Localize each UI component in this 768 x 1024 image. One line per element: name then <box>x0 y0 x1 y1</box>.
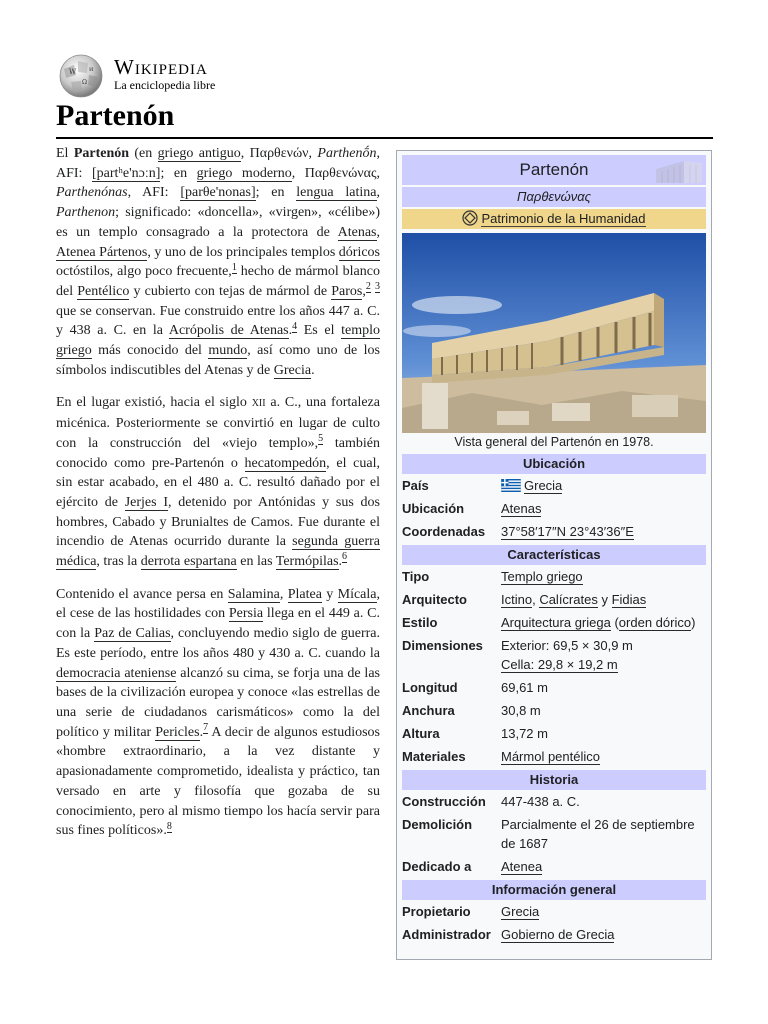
text: (en <box>129 146 158 161</box>
text: A decir de algunos estudiosos «hombre extraordinario, a la vez distante y apasionadamente comprometido, idealista y práctico, tan versado en arte y filosofía que gozaba de su conocimiento, pero al mismo tiempo los hacía servir para sus fines políticos». <box>56 724 380 839</box>
link-acropolis[interactable]: Acrópolis de Atenas <box>168 323 289 339</box>
row-value: Parcialmente el 26 de septiembre de 1687 <box>501 817 695 851</box>
article-body <box>56 144 380 854</box>
text: ; en <box>160 165 197 181</box>
row-dimensiones <box>402 634 706 676</box>
link-arquitectura-griega[interactable]: Arquitectura griega <box>501 615 611 630</box>
world-heritage-band <box>402 209 706 229</box>
text: , concluyendo medio siglo de guerra. Es este período, entre los años 480 y 430 a. C. cuando la <box>56 626 381 661</box>
row-label: Administrador <box>402 927 491 942</box>
link-persia[interactable]: Persia <box>228 606 264 622</box>
row-estilo <box>402 611 706 634</box>
row-anchura <box>402 699 706 722</box>
text: . <box>288 323 293 339</box>
link-paz-de-calias[interactable]: Paz de Calias <box>94 626 171 642</box>
reference-2[interactable]: 2 <box>365 281 371 293</box>
row-value <box>501 925 706 944</box>
text: más conocido del <box>91 343 209 359</box>
text: El <box>56 146 74 161</box>
section-caracteristicas: Características <box>402 545 706 565</box>
text-italic: Parthenṓn <box>317 146 377 161</box>
link-coordenadas[interactable]: 37°58′17″N 23°43′36″E <box>501 524 634 539</box>
text: , <box>376 185 380 201</box>
text: , Παρθενώνας, <box>291 165 381 181</box>
text: que se conservan. Fue construido entre los años 447 a. C. y 438 a. C. en la <box>56 303 380 339</box>
row-longitud <box>402 676 706 699</box>
text: y <box>321 586 338 602</box>
text: ; significado: «doncella», «virgen», «célibe») es un templo consagrado a la protectora de <box>56 205 380 240</box>
text: . <box>338 554 343 570</box>
wordmark-subtitle: La enciclopedia libre <box>114 78 216 92</box>
link-segunda-guerra-medica[interactable]: segunda guerra médica <box>56 534 380 570</box>
parthenon-photo-graphic <box>402 233 706 433</box>
text: , el cual, sin estar acabado, en el 480 a. C. resultó dañado por el ejército de <box>56 455 380 510</box>
link-jerjes-i[interactable]: Jerjes I <box>124 494 168 510</box>
reference-3[interactable]: 3 <box>375 281 381 293</box>
article-paragraph-1 <box>56 144 380 380</box>
text: ( <box>610 615 619 630</box>
reference-8[interactable]: 8 <box>166 820 172 832</box>
text-italic: Parthenon <box>56 205 116 221</box>
link-derrota-espartana[interactable]: derrota espartana <box>140 554 237 570</box>
link-griego-moderno[interactable]: griego moderno <box>196 165 292 181</box>
text: , el cese de las hostilidades con <box>56 586 380 622</box>
row-construccion <box>402 790 706 813</box>
infobox <box>396 150 712 960</box>
row-label: País <box>402 478 429 493</box>
link-orden-dorico[interactable]: orden dórico <box>618 615 692 630</box>
text: , <box>279 586 288 602</box>
row-arquitecto <box>402 588 706 611</box>
row-label: Dimensiones <box>402 638 483 653</box>
link-grecia[interactable]: Grecia <box>273 362 312 378</box>
row-materiales <box>402 745 706 768</box>
article-paragraph-3 <box>56 585 380 841</box>
text: . <box>311 362 315 378</box>
row-value <box>501 499 706 518</box>
infobox-native-name: Παρθενώνας <box>402 187 706 207</box>
wikipedia-globe-logo[interactable] <box>56 53 106 99</box>
svg-text:Ω: Ω <box>82 79 87 86</box>
link-ictino[interactable]: Ictino <box>501 592 533 607</box>
text: alcanzó su cima, se forja una de las bases de la civilización europea y conoce «las estrellas de una serie de ciudadanos carismáticos» como la del político y militar <box>56 665 380 740</box>
text: hecho de mármol blanco del <box>56 264 380 299</box>
row-dedicado <box>402 855 706 878</box>
link-tipo[interactable]: Templo griego <box>501 569 583 584</box>
text: , así como uno de los símbolos indiscutibles del Atenas y de <box>56 343 380 378</box>
row-value <box>501 857 706 876</box>
link-propietario-grecia[interactable]: Grecia <box>501 904 540 919</box>
section-informacion-general: Información general <box>402 880 706 900</box>
row-label: Arquitecto <box>402 592 467 607</box>
row-administrador <box>402 923 706 946</box>
article-paragraph-2 <box>56 393 380 571</box>
roman-numeral: XII <box>251 398 266 410</box>
row-value: 447-438 a. C. <box>501 794 580 809</box>
row-value <box>501 590 706 609</box>
row-demolicion <box>402 813 706 855</box>
row-label: Longitud <box>402 680 458 695</box>
row-propietario <box>402 900 706 923</box>
link-salamina[interactable]: Salamina <box>227 586 280 602</box>
link-atenas[interactable]: Atenas <box>337 224 377 240</box>
reference-4[interactable]: 4 <box>292 320 298 332</box>
link-pentelico[interactable]: Pentélico <box>77 283 130 299</box>
article-subject: Partenón <box>73 146 130 161</box>
link-mundo[interactable]: mundo <box>208 343 248 359</box>
link-micala[interactable]: Mícala <box>337 586 377 602</box>
reference-1[interactable]: 1 <box>231 261 237 273</box>
reference-6[interactable]: 6 <box>342 551 348 563</box>
row-value <box>501 902 706 921</box>
text-italic: Parthenónas <box>56 185 128 201</box>
text: ; en <box>255 185 297 201</box>
link-templo-griego[interactable]: templo griego <box>56 323 380 359</box>
row-coordenadas <box>402 520 706 543</box>
text: , <box>532 592 540 607</box>
link-pais-grecia[interactable]: Grecia <box>524 478 563 493</box>
link-ipa-ancient[interactable]: [partʰe'nɔːn] <box>92 165 161 181</box>
link-ubicacion-atenas[interactable]: Atenas <box>501 501 542 516</box>
page-title: Partenón <box>56 99 175 132</box>
svg-text:И: И <box>89 67 94 73</box>
wordmark-title[interactable]: Wikipedia <box>114 55 208 79</box>
link-lengua-latina[interactable]: lengua latina <box>296 185 377 201</box>
world-heritage-icon <box>462 210 478 226</box>
link-paros[interactable]: Paros <box>331 283 363 299</box>
infobox-title: Partenón <box>519 160 589 179</box>
text: en las <box>236 554 276 570</box>
row-value <box>501 567 706 586</box>
link-hecatompedon[interactable]: hecatompedón <box>244 455 327 471</box>
text: , detenido por Antónidas y sus dos hombres, Cabado y Brunialtes de Camos. Fue durante el incendio de Atenas ocurrido durante la <box>56 494 381 550</box>
row-value: 30,8 m <box>501 703 541 718</box>
text: también conocido como pre-Partenón o <box>56 435 380 471</box>
infobox-title-bar <box>402 155 706 185</box>
link-fidias[interactable]: Fidias <box>611 592 647 607</box>
photo-caption: Vista general del Partenón en 1978. <box>454 435 654 449</box>
row-label: Dedicado a <box>402 859 472 874</box>
row-ubicacion <box>402 497 706 520</box>
text: Contenido el avance persa en <box>56 586 228 602</box>
greece-flag-icon <box>501 479 521 492</box>
parthenon-photo[interactable] <box>402 233 706 433</box>
link-griego-antiguo[interactable]: griego antiguo <box>157 146 241 161</box>
row-value <box>501 522 706 541</box>
text: . <box>199 724 204 740</box>
link-termopilas[interactable]: Termópilas <box>275 554 339 570</box>
link-doricos[interactable]: dóricos <box>338 244 380 260</box>
title-divider <box>56 137 713 139</box>
row-tipo <box>402 565 706 588</box>
text: En el lugar existió, hacia el siglo <box>56 395 252 411</box>
row-label: Demolición <box>402 817 473 832</box>
text: octóstilos, algo poco frecuente, <box>56 264 232 280</box>
row-label: Construcción <box>402 794 486 809</box>
link-platea[interactable]: Platea <box>287 586 322 602</box>
reference-7[interactable]: 7 <box>203 722 209 734</box>
building-icon <box>654 157 704 183</box>
row-value: 13,72 m <box>501 726 548 741</box>
link-democracia-ateniense[interactable]: democracia ateniense <box>56 665 177 681</box>
row-label: Altura <box>402 726 440 741</box>
row-label: Propietario <box>402 904 471 919</box>
link-atenea-partenos[interactable]: Atenea Pártenos <box>56 244 148 260</box>
row-pais <box>402 474 706 497</box>
text: , AFI: <box>56 146 380 181</box>
link-ipa-modern[interactable]: [parθe'nonas] <box>180 185 256 201</box>
text: , <box>376 224 380 240</box>
reference-5[interactable]: 5 <box>318 433 324 445</box>
text: , <box>362 283 366 299</box>
text: y <box>597 592 612 607</box>
section-ubicacion: Ubicación <box>402 454 706 474</box>
link-pericles[interactable]: Pericles <box>155 724 200 740</box>
row-label: Materiales <box>402 749 466 764</box>
text: , AFI: <box>127 185 181 201</box>
link-cella[interactable]: Cella: 29,8 × 19,2 m <box>501 657 618 672</box>
text: , y uno de los principales templos <box>147 244 339 260</box>
link-calicrates[interactable]: Calícrates <box>539 592 598 607</box>
row-label: Ubicación <box>402 501 465 516</box>
row-label: Estilo <box>402 615 438 630</box>
text: y cubierto con tejas de mármol de <box>129 283 332 299</box>
world-heritage-link[interactable]: Patrimonio de la Humanidad <box>481 211 646 226</box>
link-atenea[interactable]: Atenea <box>501 859 543 874</box>
text: llega en el 449 a. C. con la <box>56 606 381 642</box>
row-value <box>501 476 706 495</box>
section-historia: Historia <box>402 770 706 790</box>
text: , Παρθενών, <box>240 146 318 161</box>
link-gobierno-de-grecia[interactable]: Gobierno de Grecia <box>501 927 615 942</box>
svg-text:W: W <box>69 68 77 76</box>
row-altura <box>402 722 706 745</box>
link-marmol-pentelico[interactable]: Mármol pentélico <box>501 749 600 764</box>
row-value <box>501 613 706 632</box>
text: Exterior: 69,5 × 30,9 m <box>501 638 633 653</box>
row-value <box>501 747 706 766</box>
row-label: Coordenadas <box>402 524 486 539</box>
row-value: 69,61 m <box>501 680 548 695</box>
text: a. C., una fortaleza micénica. Posteriormente se convirtió en lugar de culto con la construcción del «viejo templo», <box>56 395 380 451</box>
row-value <box>501 636 706 674</box>
row-label: Tipo <box>402 569 430 584</box>
row-label: Anchura <box>402 703 455 718</box>
text: ) <box>691 615 696 630</box>
text: , tras la <box>96 554 141 570</box>
text: Es el <box>297 323 342 339</box>
